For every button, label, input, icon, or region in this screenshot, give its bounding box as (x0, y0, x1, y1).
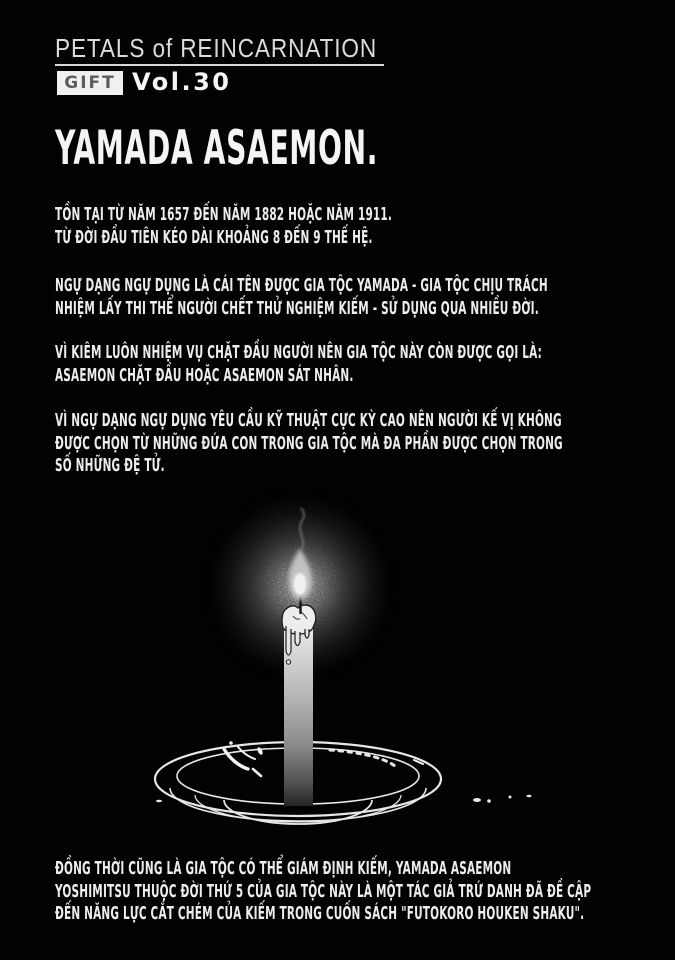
paragraph-line: NGỰ DẠNG NGỰ DỤNG LÀ CÁI TÊN ĐƯỢC GIA TỘC YAMADA - GIA TỘC CHỊU TRÁCH (55, 276, 548, 296)
paragraph-line: ASAEMON CHẶT ĐẦU HOẶC ASAEMON SÁT NHÂN. (55, 365, 354, 386)
paragraph-nickname (55, 342, 542, 387)
wax-drip (295, 631, 300, 646)
paragraph-line: ĐƯỢC CHỌN TỪ NHỮNG ĐỨA CON TRONG GIA TỘC MÀ ĐA PHẦN ĐƯỢC CHỌN TRONG (55, 433, 563, 454)
paragraph-line: TỪ ĐỜI ĐẦU TIÊN KÉO DÀI KHOẢNG 8 ĐẾN 9 THẾ HỆ. (55, 227, 373, 248)
paragraph-line: VÌ NGỰ DẠNG NGỰ DỤNG YÊU CẦU KỸ THUẬT CỰC KỲ CAO NÊN NGƯỜI KẾ VỊ KHÔNG (55, 411, 562, 431)
gift-badge-label: GIFT (64, 73, 116, 93)
wax-drip (305, 629, 309, 638)
flame-core (294, 573, 307, 595)
paragraph-succession (55, 410, 563, 478)
paragraph-line: YOSHIMITSU THUỘC ĐỜI THỨ 5 CỦA GIA TỘC NÀY LÀ MỘT TÁC GIẢ TRỨ DANH ĐÃ ĐỀ CẬP (55, 881, 592, 902)
candle-illustration (0, 480, 675, 860)
wax-bead (286, 660, 290, 664)
paragraph-line: ĐỒNG THỜI CŨNG LÀ GIA TỘC CÓ THỂ GIÁM ĐỊNH KIẾM, YAMADA ASAEMON (55, 859, 512, 879)
paragraph-line: TỒN TẠI TỪ NĂM 1657 ĐẾN NĂM 1882 HOẶC NĂM 1911. (55, 205, 393, 225)
paragraph-appraisal (55, 858, 591, 926)
paragraph-line: NHIỆM LẤY THI THỂ NGƯỜI CHẾT THỬ NGHIỆM KIẾM - SỬ DỤNG QUA NHIỀU ĐỜI. (55, 298, 539, 319)
wax-drip (286, 626, 291, 655)
paragraph-history (55, 204, 392, 249)
paragraph-line: SỐ NHỮNG ĐỆ TỬ. (55, 456, 165, 476)
paragraph-line: VÌ KIÊM LUÔN NHIỆM VỤ CHẶT ĐẦU NGƯỜI NÊN GIA TỘC NÀY CÒN ĐƯỢC GỌI LÀ: (55, 343, 542, 363)
volume-label: Vol.30 (132, 68, 232, 96)
paragraph-name-origin (55, 275, 548, 320)
paragraph-line: ĐẾN NĂNG LỰC CẮT CHÉM CỦA KIẾM TRONG CUỐN SÁCH "FUTOKORO HOUKEN SHAKU". (55, 904, 585, 924)
series-title: PETALS of REINCARNATION (55, 33, 378, 63)
gift-badge (57, 71, 123, 95)
page-title: YAMADA ASAEMON. (55, 121, 379, 176)
header-underline (55, 64, 384, 66)
candle-body (282, 595, 316, 806)
